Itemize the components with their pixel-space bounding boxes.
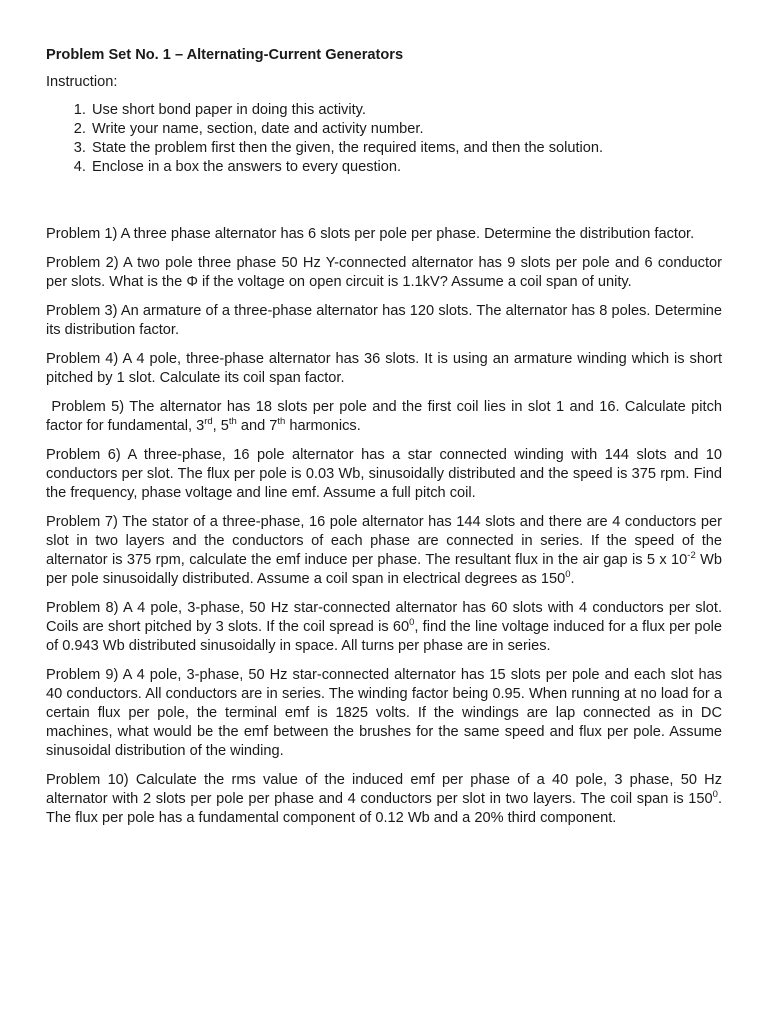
superscript: th: [277, 416, 286, 428]
problem-label: Problem 1): [46, 226, 121, 242]
superscript: th: [228, 416, 237, 428]
problem-text: Calculate the rms value of the induced emf per phase of a 40 pole, 3 phase, 50 Hz alternator with 2 slots per pole per phase and 4 conductors per slot in two layers. The coil span is 150: [46, 772, 722, 807]
superscript: rd: [204, 416, 213, 428]
problem-label: Problem 7): [46, 514, 123, 530]
problem-label: Problem 5): [46, 399, 130, 415]
problem-text: harmonics.: [285, 418, 361, 434]
problem-4: [46, 350, 722, 388]
problem-text: The stator of a three-phase, 16 pole alternator has 144 slots and there are 4 conductors per slot in two layers and the conductors of each phase are connected in series. If the speed of the alternator is 375 rpm, calculate the emf induce per phase. The resultant flux in the air gap is 5 x 10: [46, 514, 722, 568]
problem-text: , 5: [212, 418, 229, 434]
problem-8: [46, 599, 722, 656]
problem-text: A 4 pole, three-phase alternator has 36 slots. It is using an armature winding which is short pitched by 1 slot. Calculate its coil span factor.: [46, 351, 722, 386]
problem-1: [46, 225, 722, 244]
instruction-label: Instruction:: [46, 74, 118, 90]
problem-text: Wb per pole sinusoidally distributed. Assume a coil span in electrical degrees as 150: [46, 552, 722, 587]
problem-text: An armature of a three-phase alternator has 120 slots. The alternator has 8 poles. Determine its distribution factor.: [46, 303, 722, 338]
problem-label: Problem 3): [46, 303, 121, 319]
problem-list: [46, 225, 722, 828]
problem-3: [46, 302, 722, 340]
problem-label: Problem 8): [46, 600, 123, 616]
problem-2: [46, 254, 722, 292]
problem-text: A three-phase, 16 pole alternator has a star connected winding with 144 slots and 10 conductors per slot. The flux per pole is 0.03 Wb, sinusoidally distributed and the speed is 375 rpm. Find the frequency, phase voltage and line emf. Assume a full pitch coil.: [46, 447, 723, 501]
problem-9: [46, 666, 722, 761]
problem-7: [46, 513, 722, 589]
problem-text: A 4 pole, 3-phase, 50 Hz star-connected alternator has 60 slots with 4 conductors per slot. Coils are short pitched by 3 slots. If the coil spread is 60: [46, 600, 723, 635]
problem-6: [46, 446, 722, 503]
problem-label: Problem 2): [46, 255, 123, 271]
problem-10: [46, 771, 722, 828]
superscript: 0: [409, 617, 415, 629]
problem-label: Problem 4): [46, 351, 123, 367]
problem-text: A two pole three phase 50 Hz Y-connected alternator has 9 slots per pole and 6 conductor per slots. What is the Φ if the voltage on open circuit is 1.1kV? Assume a coil span of unity.: [46, 255, 722, 290]
problem-text: , find the line voltage induced for a flux per pole of 0.943 Wb distributed sinusoidally in space. All turns per phase are in series.: [46, 619, 723, 654]
instruction-item: 4. Enclose in a box the answers to every question.: [90, 158, 722, 177]
instruction-list: [46, 101, 722, 177]
instruction-item: 1. Use short bond paper in doing this activity.: [90, 101, 722, 120]
problem-text: and 7: [236, 418, 278, 434]
problem-text: A three phase alternator has 6 slots per pole per phase. Determine the distribution factor.: [120, 226, 695, 242]
problem-5: [46, 398, 722, 436]
superscript: 0: [712, 789, 718, 801]
problem-label: Problem 9): [46, 667, 123, 683]
problem-text: .: [570, 571, 575, 587]
problem-text: . The flux per pole has a fundamental component of 0.12 Wb and a 20% third component.: [46, 791, 722, 826]
problem-label: Problem 6): [46, 447, 128, 463]
problem-text: A 4 pole, 3-phase, 50 Hz star-connected alternator has 15 slots per pole and each slot has 40 conductors. All conductors are in series. The winding factor being 0.95. When running at no load for a certain flux per pole, the terminal emf is 1825 volts. If the windings are lap connected as in DC machines, what would be the emf between the brushes for the same speed and flux per pole. Assume sinusoidal distribution of the winding.: [46, 667, 722, 759]
instruction-item: 2. Write your name, section, date and activity number.: [90, 120, 722, 139]
document-title: Problem Set No. 1 – Alternating-Current Generators: [46, 47, 404, 63]
document-page: [46, 46, 722, 838]
superscript: 0: [565, 569, 571, 581]
superscript: -2: [687, 550, 696, 562]
instruction-item: 3. State the problem first then the given, the required items, and then the solution.: [90, 139, 722, 158]
problem-text: The alternator has 18 slots per pole and the first coil lies in slot 1 and 16. Calculate pitch factor for fundamental, 3: [46, 399, 722, 434]
problem-label: Problem 10): [46, 772, 136, 788]
